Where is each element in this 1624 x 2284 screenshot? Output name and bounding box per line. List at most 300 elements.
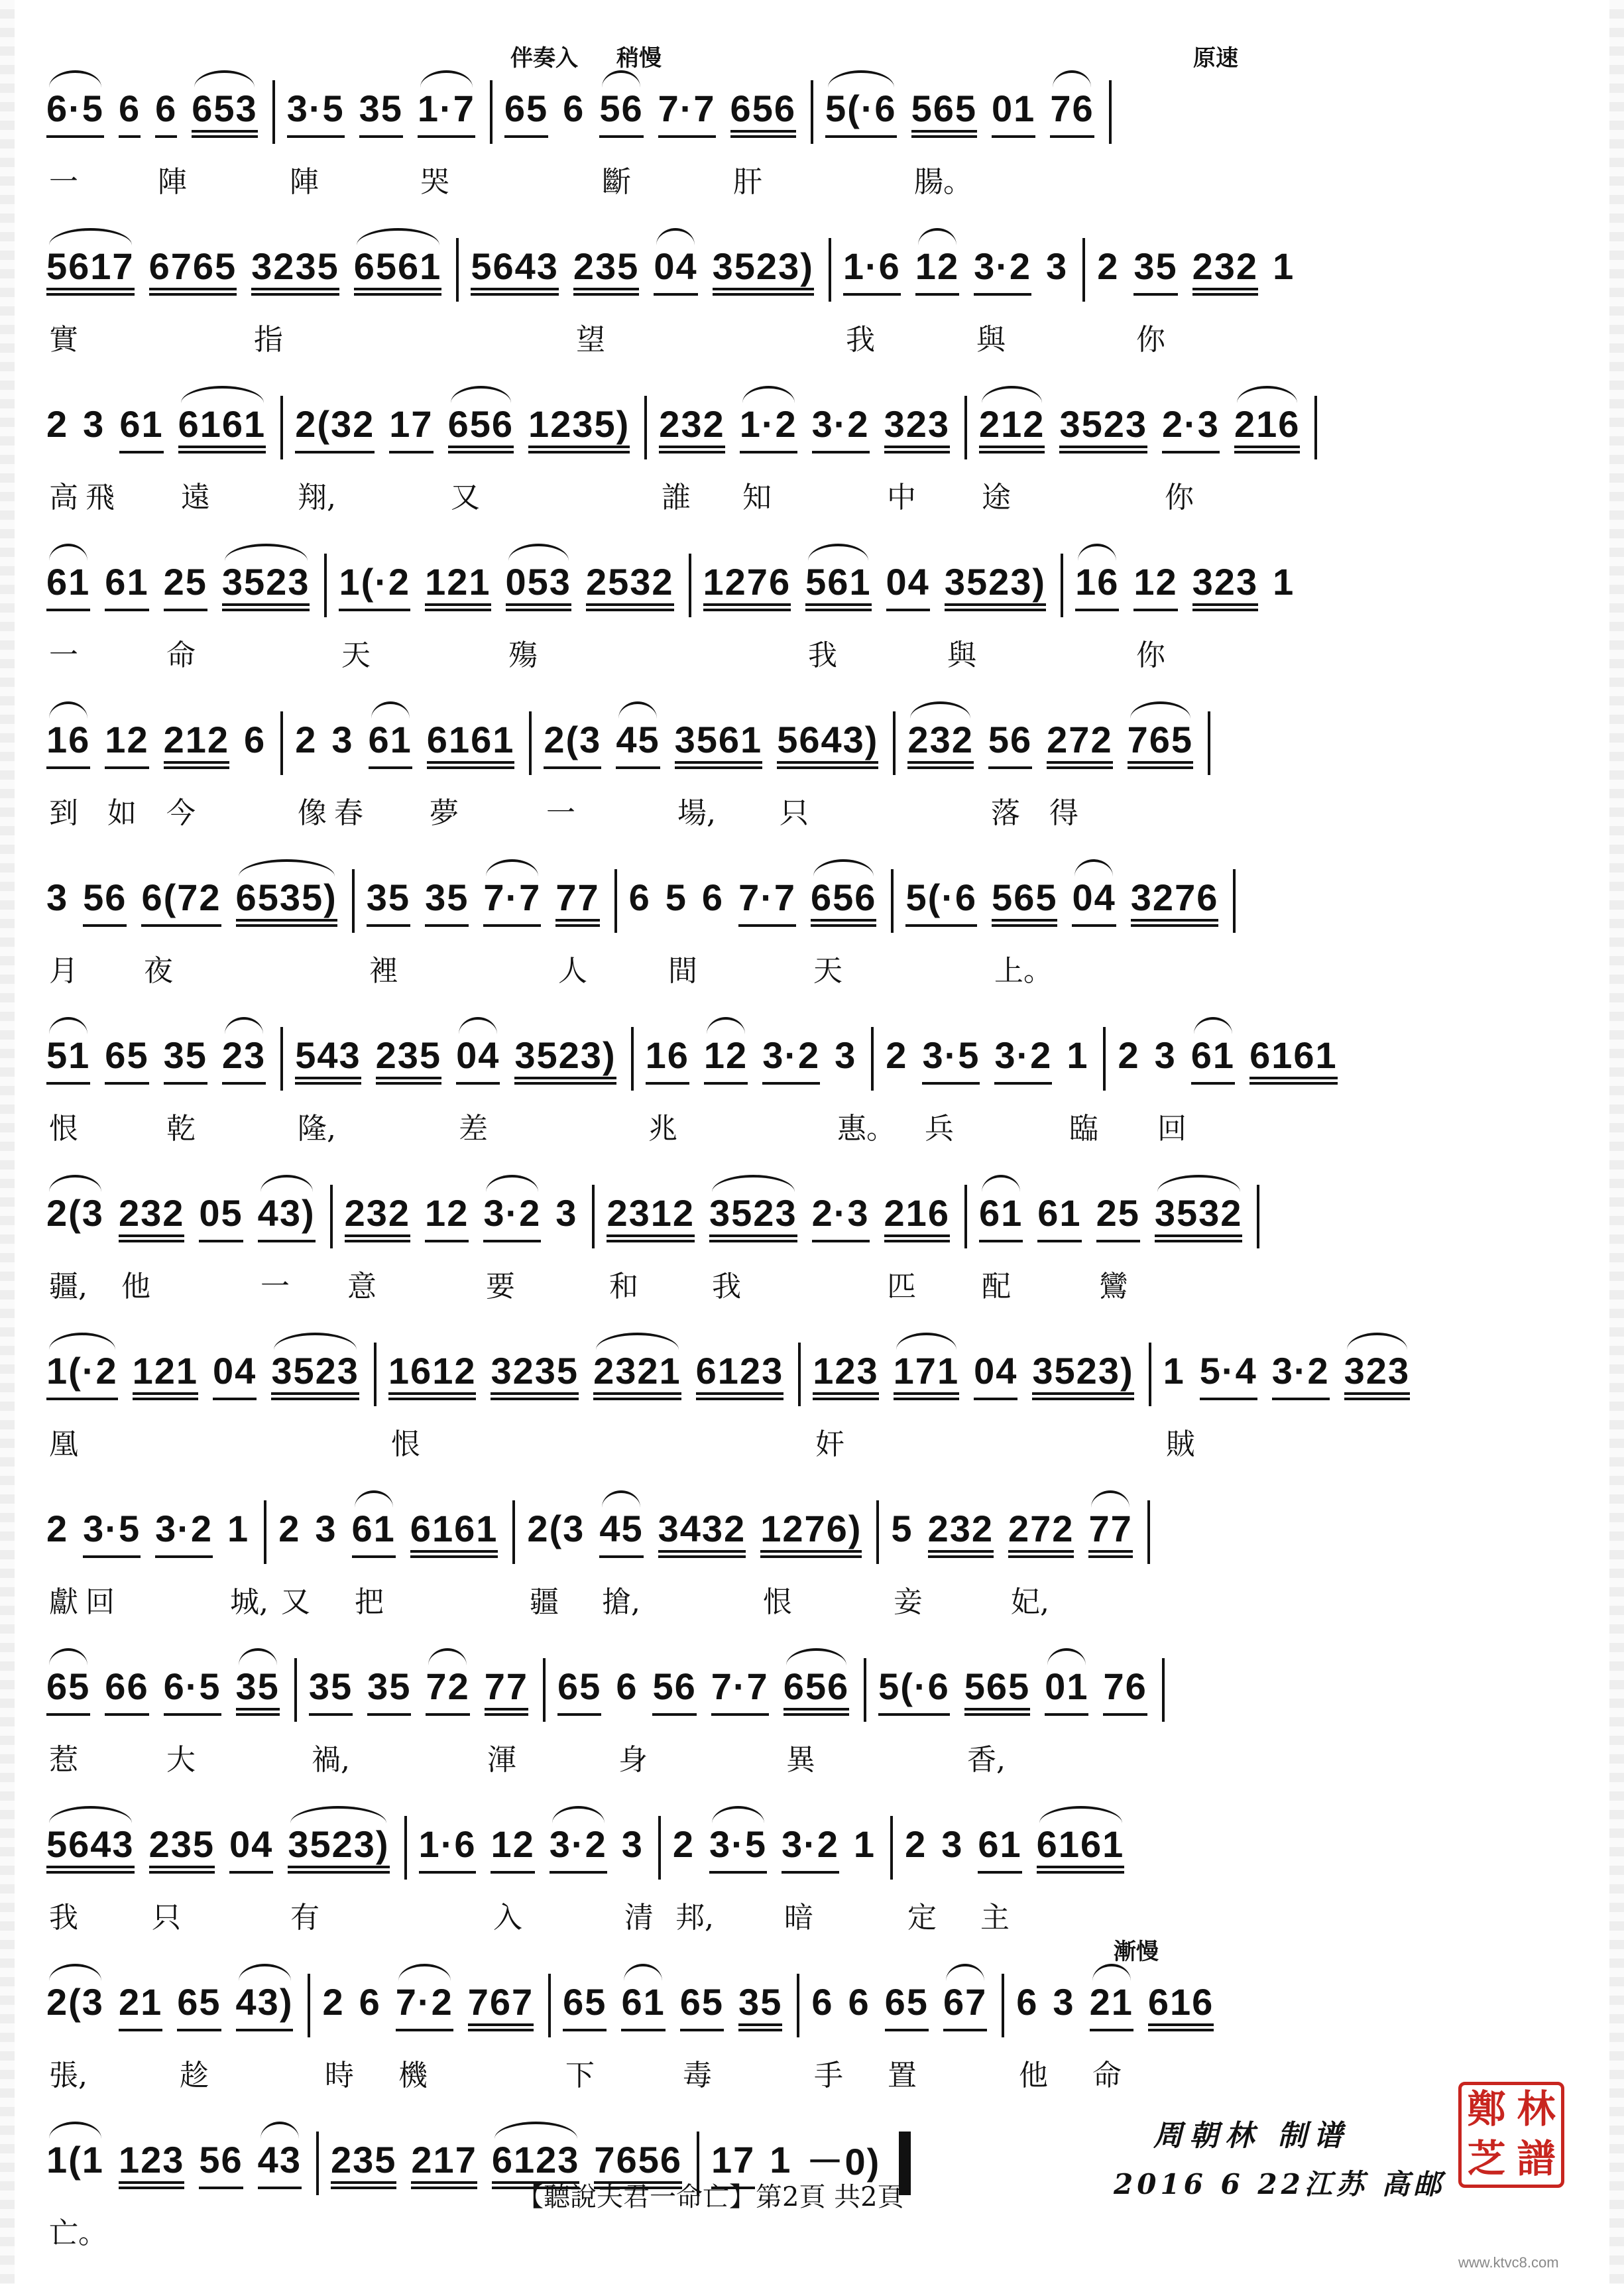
right-border-strip — [1609, 0, 1624, 2284]
lyric-char: 誰 — [662, 481, 691, 514]
slur-arc — [420, 70, 473, 88]
lyric-char: 他 — [121, 1270, 150, 1303]
note-group: 3 — [941, 1823, 964, 1865]
lyric-char: 知 — [742, 481, 772, 514]
lyric-char: 配 — [982, 1270, 1011, 1303]
score-system — [46, 829, 1564, 987]
note-group: 65 — [105, 1034, 148, 1085]
note-group: 6161 — [1037, 1823, 1125, 1874]
note-group: 76 — [1050, 87, 1094, 138]
slur-arc — [194, 70, 255, 88]
slur-arc — [918, 228, 957, 245]
barline — [1103, 1027, 1106, 1091]
note-group: 6 — [811, 1980, 834, 2023]
note-group: 17 — [389, 402, 433, 453]
score-system — [46, 355, 1564, 513]
slur-arc — [494, 2122, 577, 2139]
lyrics-row — [46, 947, 1564, 988]
slur-arc — [1194, 1017, 1232, 1034]
note-group: 212 — [164, 718, 229, 769]
lyric-char: 回 — [86, 1585, 115, 1619]
note-group: 77 — [555, 876, 599, 927]
note-group: 272 — [1047, 718, 1112, 769]
note-group: 2 — [295, 718, 318, 760]
lyric-char: 殤 — [508, 638, 538, 672]
slur-arc — [225, 544, 308, 561]
slur-marks — [46, 198, 1564, 237]
notes-row — [46, 1825, 1564, 1871]
note-group: 45 — [616, 718, 660, 769]
lyric-char: 清 — [624, 1901, 654, 1935]
lyric-char: 肝 — [733, 165, 762, 199]
lyrics-row — [46, 2209, 1564, 2250]
note-group: 56 — [988, 718, 1032, 769]
barline — [543, 1658, 546, 1722]
note-group: 212 — [979, 402, 1045, 453]
note-group: 3523 — [222, 560, 310, 611]
barline — [272, 80, 275, 144]
barline — [890, 1816, 893, 1880]
slur-arc — [49, 1017, 87, 1034]
lyric-char: 暗 — [784, 1901, 813, 1935]
note-group: 23 — [222, 1034, 266, 1085]
barline — [529, 711, 532, 775]
slur-arc — [486, 859, 538, 876]
note-group: 2(3 — [46, 1191, 104, 1234]
barline — [871, 1027, 874, 1091]
note-group: 232 — [659, 402, 725, 453]
slur-arc — [1157, 1175, 1240, 1192]
note-group: 35 — [425, 876, 469, 927]
notes-row — [46, 1193, 1564, 1240]
note-group: 3 — [46, 876, 69, 918]
note-group: 323 — [884, 402, 950, 453]
seal-char: 譜 — [1517, 2136, 1556, 2181]
lyric-char: 時 — [325, 2059, 354, 2092]
lyric-char: 置 — [888, 2059, 917, 2092]
note-group: 235 — [149, 1823, 215, 1874]
note-group: 2(32 — [295, 402, 375, 453]
slur-arc — [982, 1175, 1020, 1192]
note-group: 7·7 — [658, 87, 716, 138]
lyric-char: 和 — [609, 1270, 638, 1303]
note-group: 6123 — [492, 2138, 580, 2189]
barline — [308, 1974, 310, 2037]
notes-row — [46, 89, 1564, 135]
lyric-char: 夜 — [144, 954, 173, 988]
note-group: 2(3 — [544, 718, 601, 769]
barline — [876, 1500, 879, 1564]
slur-arc — [618, 701, 657, 719]
note-group: 323 — [1344, 1349, 1410, 1400]
barline — [1002, 1974, 1004, 2037]
lyric-char: 命 — [1092, 2059, 1122, 2092]
note-group: 3523) — [945, 560, 1046, 611]
slur-arc — [910, 701, 970, 719]
note-group: 272 — [1008, 1507, 1074, 1558]
slur-arc — [946, 1964, 984, 1981]
note-group: 232 — [119, 1191, 184, 1242]
note-group: 56 — [83, 876, 127, 927]
note-group: 3·5 — [709, 1823, 767, 1874]
note-group: 7·7 — [738, 876, 796, 927]
barline — [689, 554, 691, 617]
lyric-char: 實 — [49, 323, 78, 357]
note-group: 6 — [244, 718, 266, 760]
lyric-char: 恨 — [391, 1427, 420, 1461]
barline — [829, 238, 831, 302]
slur-arc — [49, 1333, 115, 1350]
lyric-char: 大 — [166, 1743, 196, 1777]
note-group: 16 — [1075, 560, 1119, 611]
note-group: 6765 — [149, 245, 237, 296]
barline — [592, 1185, 595, 1248]
note-group: 61 — [1191, 1034, 1235, 1085]
note-group: 232 — [1192, 245, 1258, 296]
note-group: 216 — [1234, 402, 1300, 453]
note-group: 3 — [1154, 1034, 1177, 1076]
lyric-char: 香, — [967, 1743, 1006, 1777]
slur-arc — [1130, 701, 1190, 719]
note-group: 2 — [905, 1823, 927, 1865]
note-group: 65 — [177, 1980, 221, 2031]
slur-arc — [225, 1017, 263, 1034]
note-group: 65 — [680, 1980, 724, 2031]
note-group: 61 — [352, 1507, 396, 1558]
score-system — [46, 1460, 1564, 1618]
note-group: 12 — [1133, 560, 1177, 611]
barline — [548, 1974, 551, 2037]
slur-arc — [742, 386, 795, 403]
note-group: 656 — [448, 402, 514, 453]
note-group: 3·2 — [994, 1034, 1052, 1085]
lyric-char: 一 — [49, 638, 78, 672]
note-group: 2 — [886, 1034, 908, 1076]
score-system — [46, 198, 1564, 355]
barline — [864, 1658, 866, 1722]
lyric-char: 高 — [49, 481, 78, 514]
note-group: 6(72 — [141, 876, 221, 927]
lyric-char: 搶, — [602, 1585, 640, 1619]
note-group: 12 — [915, 245, 959, 296]
note-group: 121 — [425, 560, 491, 611]
slur-arc — [398, 1964, 451, 1981]
note-group: 6 — [628, 876, 651, 918]
lyric-char: 賊 — [1166, 1427, 1195, 1461]
slur-arc — [624, 1964, 662, 1981]
lyric-char: 匹 — [887, 1270, 916, 1303]
note-group: 121 — [133, 1349, 198, 1400]
note-group: 2 — [46, 1507, 69, 1549]
barline — [811, 80, 813, 144]
note-group: 656 — [783, 1665, 849, 1716]
note-group: 2·3 — [812, 1191, 870, 1242]
lyric-char: 如 — [107, 796, 137, 830]
note-group: 35 — [236, 1665, 280, 1716]
score-system — [46, 513, 1564, 671]
lyric-char: 一 — [261, 1270, 290, 1303]
note-group: 6 — [1016, 1980, 1039, 2023]
barline — [1082, 238, 1085, 302]
lyrics-row — [46, 789, 1564, 830]
site-watermark: www.ktvc8.com — [1458, 2254, 1559, 2271]
barline — [798, 1343, 801, 1406]
barline — [614, 869, 617, 933]
lyric-char: 月 — [49, 954, 78, 988]
note-group: 1(·2 — [46, 1349, 118, 1400]
note-group: －0) — [806, 2141, 881, 2183]
slur-arc — [828, 70, 894, 88]
barline — [330, 1185, 333, 1248]
score-system — [46, 1144, 1564, 1302]
note-group: 61 — [621, 1980, 665, 2031]
note-group: 17 — [711, 2138, 755, 2189]
lyric-char: 城, — [230, 1585, 268, 1619]
slur-arc — [486, 1175, 538, 1192]
note-group: 3 — [835, 1034, 857, 1076]
note-group: 1·7 — [418, 87, 475, 138]
score-system — [46, 1302, 1564, 1460]
note-group: 1276) — [760, 1507, 862, 1558]
slur-arc — [1092, 1964, 1131, 1981]
note-group: 2 — [278, 1507, 301, 1549]
note-group: 3·2 — [550, 1823, 607, 1874]
notes-row — [46, 404, 1564, 451]
slur-arc — [49, 70, 101, 88]
slur-marks — [46, 40, 1564, 80]
lyric-char: 凰 — [49, 1427, 78, 1461]
score-system — [46, 40, 1564, 198]
lyric-char: 把 — [355, 1585, 384, 1619]
barline — [490, 80, 493, 144]
barline — [1257, 1185, 1259, 1248]
lyric-char: 疆, — [49, 1270, 87, 1303]
slur-arc — [808, 544, 868, 561]
barline — [404, 1816, 407, 1880]
lyric-char: 天 — [813, 954, 842, 988]
note-group: 3·2 — [762, 1034, 820, 1085]
arrangement-date: 2016 6 22江苏 高邮 — [1114, 2168, 1446, 2200]
slur-arc — [261, 2122, 299, 2139]
lyric-char: 命 — [166, 638, 196, 672]
lyric-char: 差 — [459, 1112, 488, 1146]
barline — [964, 1185, 967, 1248]
lyrics-row — [46, 1262, 1564, 1303]
lyric-char: 身 — [618, 1743, 648, 1777]
lyric-char: 定 — [907, 1901, 937, 1935]
slur-arc — [707, 1017, 745, 1034]
note-group: 216 — [884, 1191, 950, 1242]
note-group: 3523 — [271, 1349, 359, 1400]
barline — [352, 869, 355, 933]
lyric-char: 亡。 — [49, 2216, 107, 2250]
note-group: 56 — [652, 1665, 696, 1716]
note-group: 1·2 — [740, 402, 797, 453]
note-group: 5617 — [46, 245, 135, 296]
notes-row — [46, 1982, 1564, 2029]
note-group: 04 — [886, 560, 930, 611]
note-group: 16 — [646, 1034, 689, 1085]
slur-marks — [46, 513, 1564, 553]
lyrics-row — [46, 631, 1564, 672]
lyric-char: 臨 — [1069, 1112, 1098, 1146]
note-group: 25 — [164, 560, 207, 611]
note-group: 35 — [738, 1980, 782, 2031]
note-group: 6561 — [354, 245, 442, 296]
slur-arc — [712, 1806, 764, 1823]
lyric-char: 妃, — [1011, 1585, 1049, 1619]
slur-marks — [46, 1460, 1564, 1500]
note-group: 01 — [1045, 1665, 1088, 1716]
note-group: 232 — [928, 1507, 994, 1558]
score-system — [46, 1618, 1564, 1775]
barline — [512, 1500, 515, 1564]
note-group: 65 — [885, 1980, 929, 2031]
score-system — [46, 1775, 1564, 1933]
note-group: 6 — [701, 876, 725, 918]
lyric-char: 惠。 — [837, 1112, 896, 1146]
tempo-marking: 稍慢 — [616, 45, 662, 72]
lyric-char: 惹 — [49, 1743, 78, 1777]
note-group: 5643) — [777, 718, 878, 769]
lyric-char: 乾 — [166, 1112, 196, 1146]
slur-arc — [49, 1175, 101, 1192]
lyric-char: 要 — [486, 1270, 515, 1303]
page-label: 【聽說夫君一命亡】第2頁 共2頁 — [517, 2182, 904, 2212]
note-group: 6 — [155, 87, 177, 138]
slur-arc — [508, 544, 569, 561]
lyric-char: 與 — [947, 638, 976, 672]
lyric-char: 像 — [298, 796, 327, 830]
note-group: 232 — [907, 718, 973, 769]
lyric-char: 入 — [493, 1901, 522, 1935]
note-group: 7·2 — [396, 1980, 453, 2031]
slur-marks — [46, 671, 1564, 711]
lyric-char: 毒 — [683, 2059, 712, 2092]
lyric-char: 中 — [887, 481, 916, 514]
barline — [280, 1027, 283, 1091]
lyric-char: 隆, — [298, 1112, 336, 1146]
lyric-char: 指 — [254, 323, 283, 357]
lyric-char: 意 — [347, 1270, 377, 1303]
note-group: 65 — [504, 87, 548, 138]
lyric-char: 翔, — [298, 481, 336, 514]
barline — [1109, 80, 1112, 144]
note-group: 04 — [456, 1034, 500, 1085]
lyric-char: 一 — [546, 796, 575, 830]
lyric-char: 兵 — [925, 1112, 954, 1146]
note-group: 3·2 — [974, 245, 1031, 296]
note-group: 3·5 — [922, 1034, 980, 1085]
lyric-char: 又 — [451, 481, 480, 514]
barline — [294, 1658, 297, 1722]
lyrics-row — [46, 2051, 1564, 2092]
slur-arc — [982, 386, 1042, 403]
slur-arc — [786, 1648, 846, 1665]
lyric-char: 主 — [980, 1901, 1010, 1935]
note-group: 77 — [485, 1665, 528, 1716]
note-group: 235 — [331, 2138, 396, 2189]
note-group: 5643 — [471, 245, 559, 296]
note-group: 2321 — [593, 1349, 681, 1400]
slur-marks — [46, 1144, 1564, 1184]
slur-arc — [49, 2122, 101, 2139]
lyrics-row — [46, 1105, 1564, 1146]
lyric-char: 我 — [808, 638, 837, 672]
notes-row — [46, 247, 1564, 293]
lyric-char: 我 — [846, 323, 875, 357]
note-group: 1276 — [703, 560, 791, 611]
lyric-char: 我 — [49, 1901, 78, 1935]
note-group: 543 — [295, 1034, 361, 1085]
notes-row — [46, 720, 1564, 766]
seal-char: 芝 — [1467, 2136, 1506, 2181]
note-group: 3 — [1046, 245, 1069, 287]
note-group: 765 — [1128, 718, 1193, 769]
lyric-char: 飛 — [86, 481, 115, 514]
slur-arc — [712, 1175, 795, 1192]
note-group: 1·6 — [419, 1823, 477, 1874]
note-group: 12 — [704, 1034, 748, 1085]
barline — [891, 869, 894, 933]
note-group: 171 — [894, 1349, 959, 1400]
note-group: 6161 — [1249, 1034, 1338, 1085]
note-group: 3235 — [491, 1349, 579, 1400]
note-group: 5(·6 — [905, 876, 977, 927]
note-group: 51 — [46, 1034, 90, 1085]
note-group: 2(3 — [527, 1507, 585, 1549]
barline — [456, 238, 459, 302]
note-group: 3·2 — [1272, 1349, 1330, 1400]
note-group: 3 — [555, 1191, 578, 1234]
lyric-char: 邦, — [675, 1901, 714, 1935]
note-group: 01 — [992, 87, 1035, 138]
note-group: 21 — [1090, 1980, 1133, 2031]
lyric-char: 人 — [558, 954, 587, 988]
notes-row — [46, 878, 1564, 924]
note-group: 5643 — [46, 1823, 135, 1874]
note-group: 05 — [199, 1191, 243, 1242]
note-group: 45 — [599, 1507, 643, 1558]
note-group: 6 — [848, 1980, 870, 2023]
note-group: 35 — [309, 1665, 353, 1716]
note-group: 35 — [1133, 245, 1177, 296]
score-system — [46, 987, 1564, 1144]
lyric-char: 裡 — [369, 954, 398, 988]
slur-arc — [261, 1175, 313, 1192]
note-group: 2 — [1097, 245, 1120, 287]
note-group: 2 — [46, 402, 69, 445]
lyrics-row — [46, 1893, 1564, 1935]
note-group: 323 — [1192, 560, 1258, 611]
lyric-char: 趁 — [180, 2059, 209, 2092]
note-group: 1 — [227, 1507, 250, 1549]
lyric-char: 陣 — [158, 165, 187, 199]
note-group: 123 — [119, 2138, 184, 2189]
note-group: 053 — [506, 560, 571, 611]
lyric-char: 斷 — [602, 165, 631, 199]
slur-arc — [1237, 386, 1297, 403]
note-group: 35 — [367, 876, 410, 927]
barline — [374, 1343, 377, 1406]
note-group: 1 — [1067, 1034, 1089, 1076]
note-group: 61 — [1037, 1191, 1081, 1242]
lyrics-row — [46, 473, 1564, 514]
note-group: 561 — [805, 560, 871, 611]
note-group: 5·4 — [1200, 1349, 1257, 1400]
note-group: 61 — [369, 718, 412, 769]
note-group: 565 — [964, 1665, 1030, 1716]
